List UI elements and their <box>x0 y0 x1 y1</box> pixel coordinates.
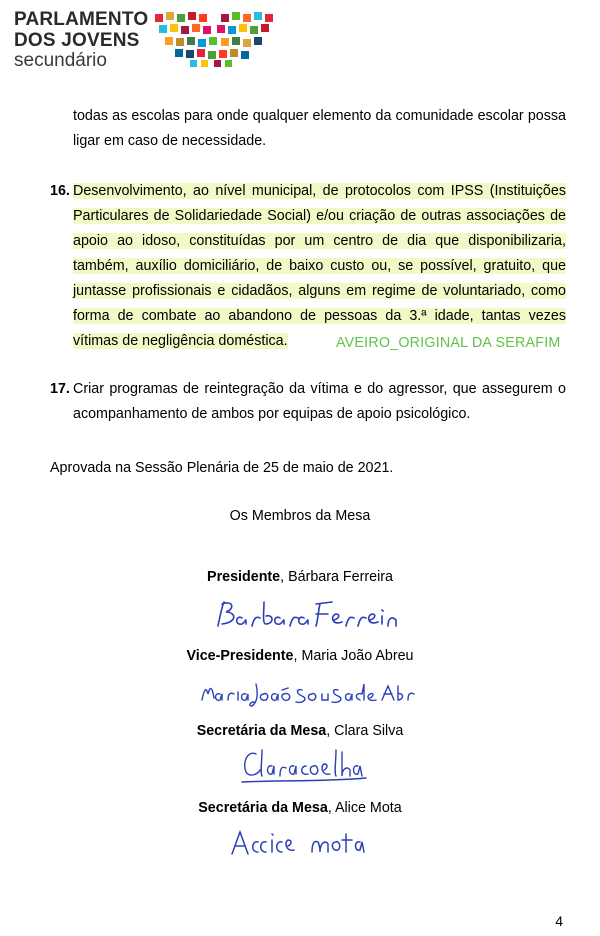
logo-line-dos-jovens: DOS JOVENS <box>14 30 140 51</box>
logo-wordmark <box>14 10 148 70</box>
signatory-secretary-alice <box>0 800 600 816</box>
logo-mosaic-icon <box>155 12 275 68</box>
signature-clara-coelho <box>240 744 370 788</box>
signatory-vice-president <box>0 648 600 664</box>
item-16-number: 16. <box>50 183 70 199</box>
origin-stamp: AVEIRO_ORIGINAL DA SERAFIM <box>336 335 561 351</box>
signatory-name: , Maria João Abreu <box>293 648 414 664</box>
item-16-highlight: Desenvolvimento, ao nível municipal, de protocolos com IPSS (Instituições Particulares de Solidariedade Social) e/ou criação de outras associações de apoio ao idoso, constituídas por um centro de dia que disponibilizaria, também, auxílio domiciliário, de baixo custo ou, se possível, gratuito, que juntasse profissionais e cidadãos, alguns em regime de voluntariado, como forma de combate ao abandono de pessoas da 3.ª idade, tantas vezes vítimas de negligência doméstica. <box>73 183 566 349</box>
signature-barbara-ferreira <box>212 596 402 636</box>
board-title: Os Membros da Mesa <box>229 508 371 524</box>
item-17-number: 17. <box>50 381 70 397</box>
page-number: 4 <box>555 913 563 929</box>
signatory-role: Presidente <box>207 569 281 585</box>
signatory-role: Secretária da Mesa <box>196 723 327 739</box>
logo-line-secundario: secundário <box>14 50 107 71</box>
approval-statement: Aprovada na Sessão Plenária de 25 de maio de 2021. <box>50 460 394 476</box>
signatory-role: Vice-Presidente <box>186 648 294 664</box>
continued-paragraph: todas as escolas para onde qualquer elemento da comunidade escolar possa ligar em caso de necessidade. <box>73 108 566 149</box>
logo-line-parlamento: PARLAMENTO <box>14 9 149 30</box>
item-16-text <box>73 179 566 354</box>
signatory-president <box>0 569 600 585</box>
item-17-text: Criar programas de reintegração da vítima e do agressor, que assegurem o acompanhamento de ambos por equipas de apoio psicológico. <box>73 381 566 422</box>
signatory-name: , Bárbara Ferreira <box>280 569 393 585</box>
signatory-name: , Alice Mota <box>327 800 402 816</box>
signatory-role: Secretária da Mesa <box>198 800 328 816</box>
signature-alice-mota <box>228 826 378 860</box>
signatory-secretary-clara <box>0 723 600 739</box>
signature-maria-joao-abreu <box>198 676 418 710</box>
signatory-name: , Clara Silva <box>326 723 404 739</box>
